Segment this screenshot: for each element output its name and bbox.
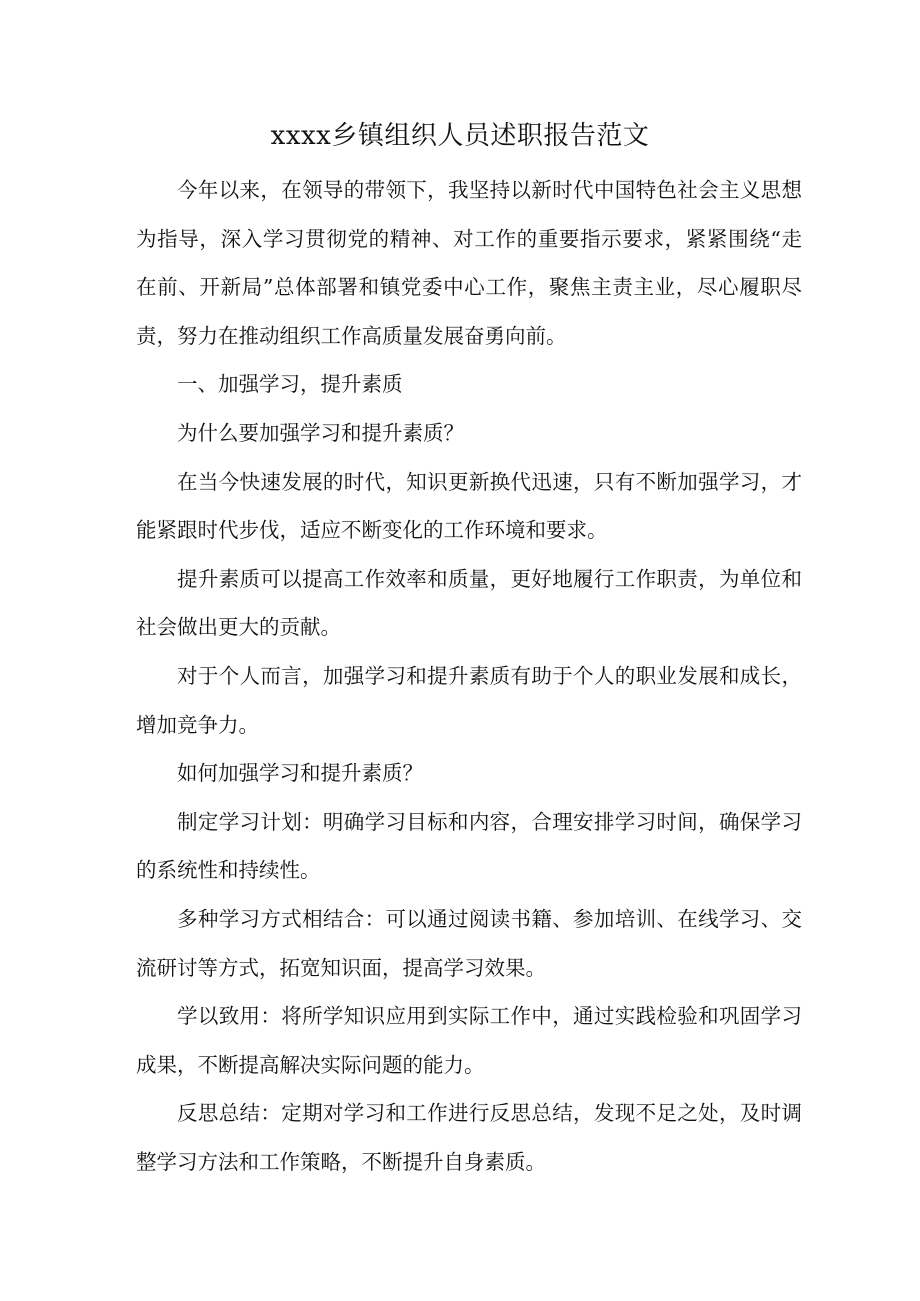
paragraph-intro: 今年以来，在领导的带领下，我坚持以新时代中国特色社会主义思想为指导，深入学习贯彻党的精神、对工作的重要指示要求，紧紧围绕“走在前、开新局”总体部署和镇党委中心工作，聚焦主责主业，尽心履职尽责，努力在推动组织工作高质量发展奋勇向前。 <box>136 178 802 348</box>
paragraph: 学以致用：将所学知识应用到实际工作中，通过实践检验和巩固学习成果，不断提高解决实际问题的能力。 <box>136 1004 802 1077</box>
document-title: xxxx乡镇组织人员述职报告范文 <box>270 121 650 151</box>
document-body <box>136 166 802 1186</box>
paragraph-question-why: 为什么要加强学习和提升素质？ <box>177 420 464 445</box>
section-heading: 一、加强学习，提升素质 <box>177 372 403 397</box>
paragraph: 提升素质可以提高工作效率和质量，更好地履行工作职责，为单位和社会做出更大的贡献。 <box>136 566 802 640</box>
paragraph: 反思总结：定期对学习和工作进行反思总结，发现不足之处，及时调整学习方法和工作策略，不断提升自身素质。 <box>136 1101 802 1174</box>
paragraph: 制定学习计划：明确学习目标和内容，合理安排学习时间，确保学习的系统性和持续性。 <box>136 809 802 883</box>
paragraph: 在当今快速发展的时代，知识更新换代迅速，只有不断加强学习，才能紧跟时代步伐，适应不断变化的工作环境和要求。 <box>136 469 802 543</box>
paragraph: 多种学习方式相结合：可以通过阅读书籍、参加培训、在线学习、交流研讨等方式，拓宽知识面，提高学习效果。 <box>136 906 802 980</box>
paragraph: 对于个人而言，加强学习和提升素质有助于个人的职业发展和成长，增加竞争力。 <box>136 663 802 737</box>
paragraph-question-how: 如何加强学习和提升素质？ <box>177 761 423 786</box>
